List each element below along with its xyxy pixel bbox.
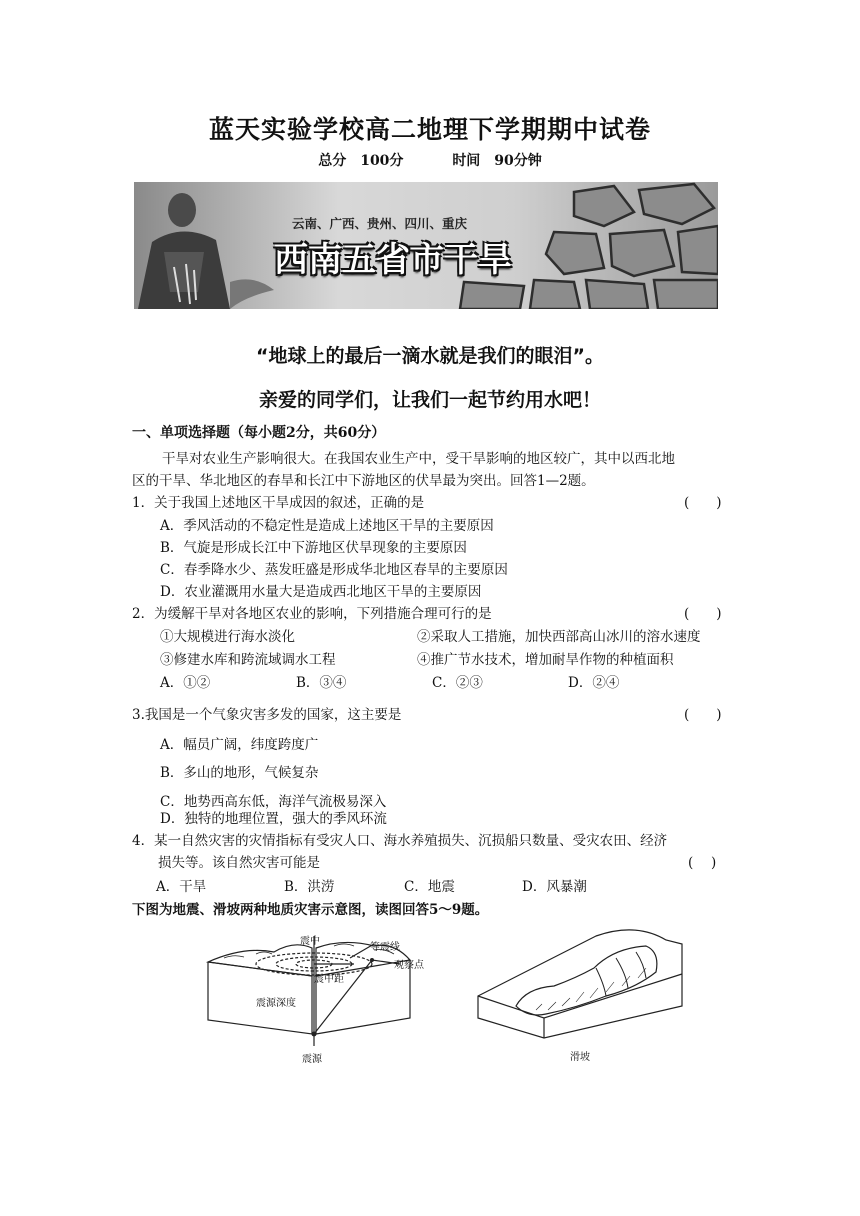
slogan-call: 亲爱的同学们，让我们一起节约用水吧！ [258,389,601,411]
q4-stem-line-2: 损失等。该自然灾害可能是 [158,855,320,871]
q1-option-d: D．农业灌溉用水量大是造成西北地区干旱的主要原因 [160,584,482,600]
intro-line-2: 区的干旱、华北地区的春旱和长江中下游地区的伏旱最为突出。回答1—2题。 [132,473,595,489]
q2-item-4: ④推广节水技术，增加耐旱作物的种植面积 [417,652,674,668]
q2-item-2: ②采取人工措施，加快西部高山冰川的溶水速度 [417,629,701,645]
q1-answer-blank: ( ) [684,495,722,511]
q3-option-b: B．多山的地形，气候复杂 [160,765,319,781]
landslide-diagram [476,918,686,1048]
label-focal-depth: 震源深度 [256,998,296,1009]
q2-option-a: A．①② [160,675,211,691]
landslide-slope-drawing [476,918,686,1048]
exam-meta [0,150,860,170]
label-epicentral-distance: 震中距 [314,974,344,985]
total-score: 总分 100分 [318,153,404,169]
q2-item-1: ①大规模进行海水淡化 [160,629,295,645]
q3-stem: 3.我国是一个气象灾害多发的国家，这主要是 [132,707,402,723]
q1-stem: 1．关于我国上述地区干旱成因的叙述，正确的是 [132,495,425,511]
q2-item-3: ③修建水库和跨流域调水工程 [160,652,336,668]
label-isoseismal: 等震线 [370,942,400,953]
exam-time: 时间 90分钟 [452,153,542,169]
banner-provinces: 云南、广西、贵州、四川、重庆 [292,216,468,231]
q3-option-a: A．幅员广阔，纬度跨度广 [160,737,319,753]
q3-option-c: C．地势西高东低，海洋气流极易深入 [160,794,387,810]
q2-answer-blank: ( ) [684,606,722,622]
slogan-quote: “地球上的最后一滴水就是我们的眼泪”。 [256,345,604,367]
q2-option-d: D．②④ [568,675,620,691]
q1-option-b: B．气旋是形成长江中下游地区伏旱现象的主要原因 [160,540,467,556]
q1-option-c: C．春季降水少、蒸发旺盛是形成华北地区春旱的主要原因 [160,562,508,578]
q4-answer-blank: ( ) [688,855,717,871]
q3-answer-blank: ( ) [684,707,722,723]
label-observation-point: 观察点 [394,960,424,971]
q3-option-d: D．独特的地理位置，强大的季风环流 [160,811,387,827]
q4-option-a: A．干旱 [156,879,207,895]
intro-line-1: 干旱对农业生产影响很大。在我国农业生产中，受干旱影响的地区较广，其中以西北地 [162,451,675,467]
q4-option-d: D．风暴潮 [522,879,587,895]
banner-headline: 西南五省市干旱 [274,240,512,280]
q4-option-c: C．地震 [404,879,455,895]
q4-stem-line-1: 4．某一自然灾害的灾情指标有受灾人口、海水养殖损失、沉损船只数量、受灾农田、经济 [132,833,668,849]
figure-intro: 下图为地震、滑坡两种地质灾害示意图，读图回答5～9题。 [132,902,489,918]
q1-option-a: A．季风活动的不稳定性是造成上述地区干旱的主要原因 [160,518,494,534]
label-landslide: 滑坡 [570,1052,590,1063]
label-focus: 震源 [302,1054,322,1065]
exam-title: 蓝天实验学校高二地理下学期期中试卷 [208,115,651,144]
section-heading: 一、单项选择题（每小题2分，共60分） [132,425,386,441]
q2-option-c: C．②③ [432,675,483,691]
q2-stem: 2．为缓解干旱对各地区农业的影响，下列措施合理可行的是 [132,606,492,622]
q2-option-b: B．③④ [296,675,347,691]
q4-option-b: B．洪涝 [284,879,335,895]
label-epicenter: 震中 [300,936,320,947]
